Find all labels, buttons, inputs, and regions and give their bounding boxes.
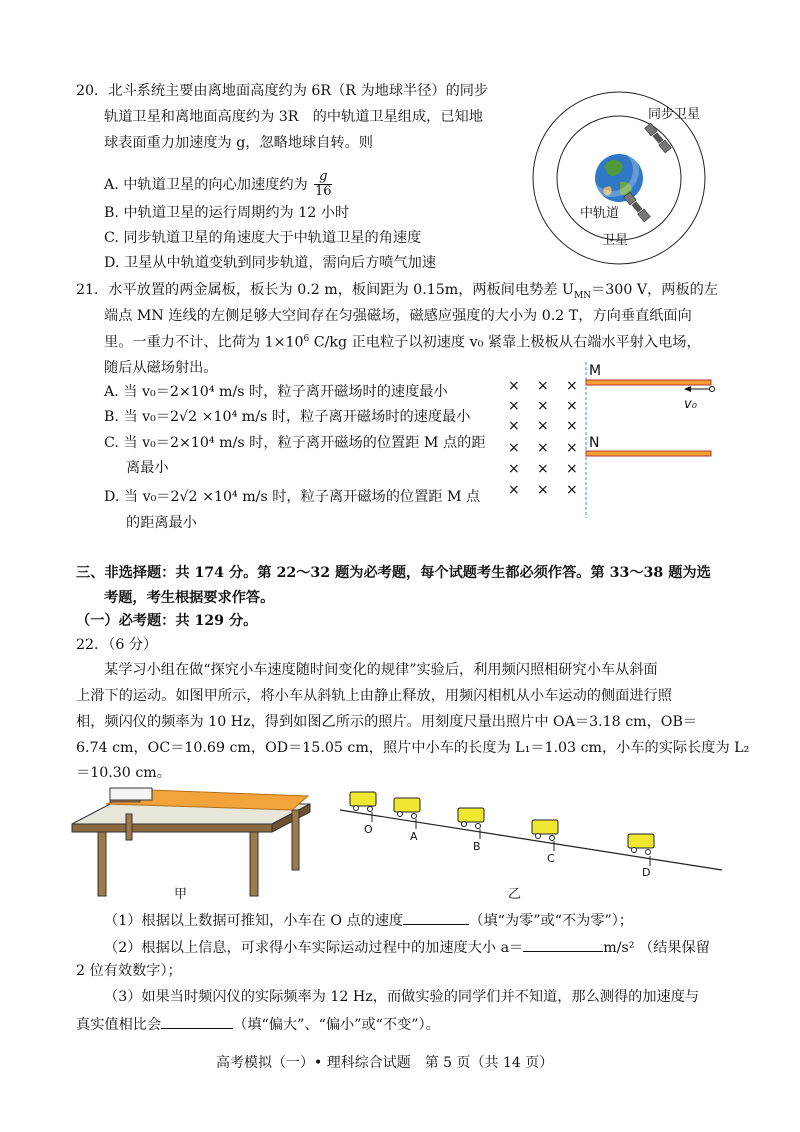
q22-sub2-text: （2）根据以上信息，可求得小车实际运动过程中的加速度大小 a＝ — [104, 940, 524, 956]
q21-option-d1: D. 当 v₀＝2√2 ×10⁴ m/s 时，粒子离开磁场的位置距 M 点 — [104, 489, 481, 505]
q22-sub2-unit: m/s² （结果保留 — [603, 940, 710, 956]
sync-satellite-icon — [645, 123, 672, 153]
q21-field-figure — [500, 360, 725, 520]
mid-satellite-icon — [624, 192, 651, 222]
q22-sub2-cont: 2 位有效数字）； — [76, 963, 182, 979]
q21-option-c1: C. 当 v₀＝2×10⁴ m/s 时，粒子离开磁场的位置距 M 点的距 — [104, 435, 486, 451]
q21-line3-text: 里。一重力不计、比荷为 1×10 — [104, 334, 304, 351]
cross-mark: × — [566, 461, 578, 477]
table-leg — [250, 832, 258, 896]
label-n: N — [589, 435, 600, 451]
cross-mark: × — [566, 378, 578, 394]
strobe-cart-a — [394, 798, 420, 819]
q20-stem-line3: 球表面重力加速度为 g，忽略地球自转。则 — [104, 135, 373, 151]
q20-option-a — [104, 170, 332, 200]
label-mid-orbit: 中轨道 — [580, 206, 620, 221]
q22-para-line1: 某学习小组在做“探究小车速度随时间变化的规律”实验后，利用频闪照相研究小车从斜面 — [104, 662, 658, 678]
fraction-numerator: g — [319, 169, 328, 184]
q22-para-line3: 相，频闪仪的频率为 10 Hz，得到如图乙所示的照片。用刻度尺量出照片中 OA＝3.18 cm，OB＝ — [76, 714, 698, 730]
upper-plate — [586, 380, 711, 385]
cross-mark: × — [566, 440, 578, 456]
cross-mark: × — [537, 378, 549, 394]
q20-option-d: D. 卫星从中轨道变轨到同步轨道，需向后方喷气加速 — [104, 255, 437, 271]
cross-mark: × — [508, 482, 520, 498]
cross-mark: × — [508, 440, 520, 456]
label-point-a: A — [410, 830, 418, 843]
q21-line3 — [104, 335, 701, 350]
strobe-cart-d — [628, 834, 654, 855]
magnetic-field-crosses — [508, 378, 578, 498]
table-leg — [292, 810, 299, 870]
cross-mark: × — [566, 482, 578, 498]
fraction-denominator: 16 — [314, 184, 332, 200]
q22-sub1-hint: （填“为零”或“不为零”）； — [469, 913, 634, 929]
q22-para-line2: 上滑下的运动。如图甲所示，将小车从斜轨上由静止释放，用频闪相机从小车运动的侧面进行照 — [76, 688, 672, 704]
label-mid-satellite: 卫星 — [602, 233, 629, 248]
q22-figure-jia — [70, 784, 315, 904]
q20-orbit-figure — [520, 86, 725, 266]
q21-line1 — [76, 283, 718, 301]
q22-sub3-line1: （3）如果当时频闪仪的实际频率为 12 Hz，而做实验的同学们并不知道，那么测得的加速度与 — [104, 989, 700, 1005]
q20-option-c: C. 同步轨道卫星的角速度大于中轨道卫星的角速度 — [104, 230, 422, 246]
particle — [710, 387, 715, 392]
q22-sub1-blank[interactable] — [403, 912, 469, 925]
q21-line1-sub: MN — [574, 290, 592, 301]
table-leg — [126, 814, 132, 840]
q21-line2: 端点 MN 连线的左侧足够大空间存在匀强磁场，磁感应强度的大小为 0.2 T，方向垂直纸面向 — [104, 308, 692, 324]
strobe-cart-b — [458, 808, 484, 829]
label-sync-satellite: 同步卫星 — [648, 107, 701, 122]
q22-sub3-hint: （填“偏大”、“偏小”或“不变”）。 — [233, 1017, 440, 1033]
cross-mark: × — [508, 461, 520, 477]
q21-option-b: B. 当 v₀＝2√2 ×10⁴ m/s 时，粒子离开磁场时的速度最小 — [104, 409, 471, 425]
q20-number: 20． — [76, 83, 109, 99]
q20-option-a-fraction — [314, 170, 332, 200]
label-v0: v₀ — [684, 397, 697, 412]
q22-sub2 — [104, 939, 710, 955]
lower-plate — [586, 451, 711, 456]
q22-para-line5: ＝10.30 cm。 — [76, 765, 171, 781]
label-point-b: B — [473, 840, 481, 853]
q21-number: 21． — [76, 282, 109, 298]
q21-line4: 随后从磁场射出。 — [104, 360, 218, 376]
cart-icon — [110, 788, 152, 800]
q20-stem-line2: 轨道卫星和离地面高度约为 3R 的中轨道卫星组成，已知地 — [104, 109, 483, 125]
section3-sub: （一）必考题：共 129 分。 — [76, 613, 258, 629]
label-m: M — [589, 363, 602, 379]
cross-mark: × — [508, 418, 520, 434]
section3-line2: 考题，考生根据要求作答。 — [104, 590, 275, 606]
q22-sub1 — [104, 912, 633, 928]
table-leg — [98, 832, 106, 896]
q20-stem-line1: 北斗系统主要由离地面高度约为 6R（R 为地球半径）的同步 — [108, 83, 489, 99]
q20-line1 — [76, 84, 488, 98]
q22-figure-yi-label: 乙 — [508, 887, 522, 902]
earth-icon — [588, 146, 643, 202]
cross-mark: × — [508, 378, 520, 394]
q21-option-c2: 离最小 — [126, 460, 169, 476]
velocity-arrow-icon — [684, 386, 710, 392]
label-point-d: D — [642, 866, 651, 879]
strobe-cart-o — [350, 792, 376, 812]
table-edge — [72, 824, 272, 832]
q21-line3-sup: 6 — [303, 334, 310, 344]
slope-line — [340, 810, 722, 870]
strobe-cart-c — [532, 820, 558, 841]
label-point-c: C — [547, 852, 555, 865]
q20-option-a-text: A. 中轨道卫星的向心加速度约为 — [104, 176, 308, 193]
label-point-o: O — [364, 823, 373, 836]
page-footer: 高考模拟（一）• 理科综合试题 第 5 页（共 14 页） — [216, 1055, 554, 1071]
q21-line1-text: 水平放置的两金属板，板长为 0.2 m，板间距为 0.15m，两板间电势差 U — [108, 282, 574, 298]
q21-option-a: A. 当 v₀＝2×10⁴ m/s 时，粒子离开磁场时的速度最小 — [104, 384, 448, 400]
cross-mark: × — [537, 398, 549, 414]
q22-sub3-text: 真实值相比会 — [76, 1017, 162, 1033]
q22-sub3-line2 — [76, 1016, 440, 1032]
q22-number: 22．（6 分） — [76, 637, 158, 653]
cross-mark: × — [537, 482, 549, 498]
cross-mark: × — [537, 461, 549, 477]
q22-sub2-blank[interactable] — [523, 939, 603, 952]
section3-line1: 三、非选择题：共 174 分。第 22～32 题为必考题，每个试题考生都必须作答。第 33～38 题为选 — [76, 565, 711, 581]
cross-mark: × — [508, 398, 520, 414]
q21-line1-end: ＝300 V，两板的左 — [591, 282, 719, 298]
cross-mark: × — [537, 440, 549, 456]
cross-mark: × — [566, 398, 578, 414]
cross-mark: × — [537, 418, 549, 434]
q22-figure-jia-label: 甲 — [174, 887, 188, 902]
q22-sub3-blank[interactable] — [161, 1016, 233, 1029]
q21-line3-end: C/kg 正电粒子以初速度 v₀ 紧靠上极板从右端水平射入电场， — [309, 334, 701, 351]
q20-option-b: B. 中轨道卫星的运行周期约为 12 小时 — [104, 205, 350, 221]
q22-figure-yi — [330, 782, 730, 882]
q22-sub1-text: （1）根据以上数据可推知，小车在 O 点的速度 — [104, 913, 404, 929]
cross-mark: × — [566, 418, 578, 434]
q22-para-line4: 6.74 cm，OC＝10.69 cm，OD＝15.05 cm，照片中小车的长度为 L₁＝1.03 cm，小车的实际长度为 L₂ — [76, 740, 750, 756]
q21-option-d2: 的距离最小 — [126, 515, 197, 531]
